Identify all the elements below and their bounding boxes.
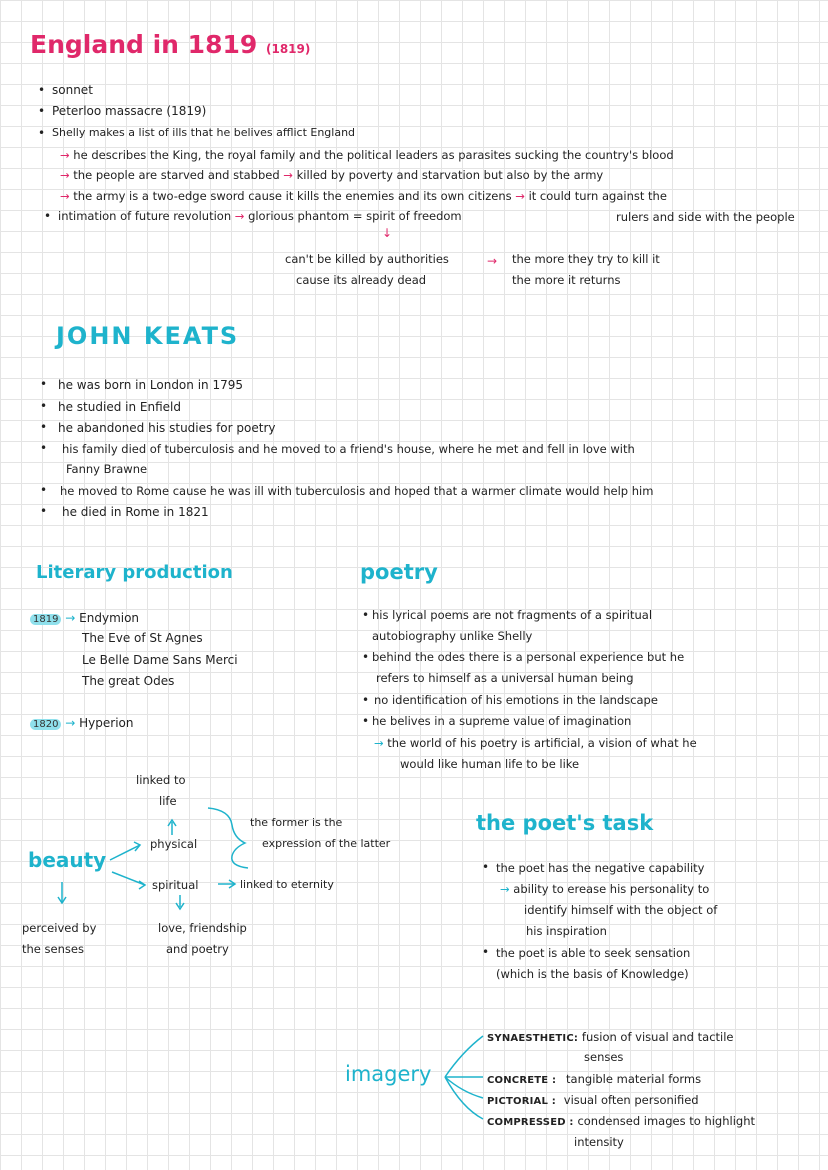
arrow-right-icon: →	[500, 882, 514, 896]
england-bullet-3: Shelly makes a list of ills that he belives afflict England	[52, 126, 356, 139]
section-title-keats: JOHN KEATS	[56, 322, 240, 350]
imagery-branch-4	[445, 1077, 483, 1119]
england-subpoint-1: → he describes the King, the royal family and the political leaders as parasites sucking the country's blood	[60, 148, 674, 162]
imagery-item-cont: intensity	[574, 1135, 624, 1149]
section-title-england: England in 1819 (1819)	[30, 30, 311, 59]
poetry-line-6: he belives in a supreme value of imagination	[372, 714, 632, 728]
imagery-item-compressed: COMPRESSED : condensed images to highlight	[487, 1114, 756, 1128]
bullet-dot: •	[40, 441, 48, 455]
senses-2: the senses	[22, 942, 84, 956]
keats-bullet-4: his family died of tuberculosis and he moved to a friend's house, where he met and fell in love with	[62, 442, 635, 456]
section-title-literary: Literary production	[36, 562, 233, 583]
poetry-line-4: refers to himself as a universal human being	[376, 671, 634, 685]
arrow-right-icon: →	[60, 168, 74, 182]
arrow-right-icon: →	[234, 209, 249, 223]
year-badge-1819: 1819	[30, 614, 61, 625]
task-line-1: the poet has the negative capability	[496, 861, 705, 875]
bullet-dot: •	[482, 860, 490, 874]
england-subpoint-3-cont: rulers and side with the people	[616, 210, 795, 224]
more-they-try: the more they try to kill it	[512, 252, 660, 266]
arrow-right-icon: →	[60, 189, 74, 203]
imagery-item-concrete: CONCRETE : tangible material forms	[487, 1072, 702, 1086]
work-title: Endymion	[79, 611, 140, 625]
work-title: The Eve of St Agnes	[82, 631, 203, 645]
linked-life-1: linked to	[136, 773, 186, 787]
bullet-dot: •	[40, 377, 48, 391]
brace	[208, 808, 248, 868]
keats-bullet-6: he died in Rome in 1821	[62, 505, 209, 519]
former-latter-2: expression of the latter	[262, 837, 391, 850]
section-title-poetry: poetry	[360, 560, 438, 584]
bullet-dot: •	[38, 126, 46, 140]
section-title-imagery: imagery	[345, 1062, 432, 1086]
bullet-dot: •	[362, 714, 370, 728]
imagery-branch-1	[445, 1036, 483, 1077]
keats-bullet-3: he abandoned his studies for poetry	[58, 421, 276, 435]
bullet-dot: •	[362, 650, 370, 664]
task-line-2: → ability to erease his personality to	[500, 882, 710, 896]
task-line-5: the poet is able to seek sensation	[496, 946, 691, 960]
bullet-dot: •	[40, 420, 48, 434]
bullet-dot: •	[482, 945, 490, 959]
imagery-item-pictorial: PICTORIAL : visual often personified	[487, 1093, 699, 1107]
poetry-line-1: his lyrical poems are not fragments of a spiritual	[372, 608, 653, 622]
revolution-line: intimation of future revolution → glorious phantom = spirit of freedom	[58, 209, 462, 223]
keats-bullet-5: he moved to Rome cause he was ill with tuberculosis and hoped that a warmer climate would help him	[60, 484, 654, 498]
section-title-task: the poet's task	[476, 811, 654, 835]
arrow-right-icon: →	[65, 716, 80, 730]
bullet-dot: •	[40, 504, 48, 518]
work-title: Le Belle Dame Sans Merci	[82, 653, 238, 667]
imagery-item-synaesthetic: SYNAESTHETIC: fusion of visual and tactile	[487, 1030, 734, 1044]
former-latter-1: the former is the	[250, 816, 343, 829]
bullet-dot: •	[40, 399, 48, 413]
year-badge-1820: 1820	[30, 719, 61, 730]
england-subpoint-2: → the people are starved and stabbed → killed by poverty and starvation but also by the army	[60, 168, 604, 182]
love-1: love, friendship	[158, 921, 247, 935]
bullet-dot: •	[362, 693, 370, 707]
poetry-line-7: → the world of his poetry is artificial, a vision of what he	[374, 736, 697, 750]
task-line-4: his inspiration	[526, 924, 607, 938]
poetry-line-5: no identification of his emotions in the landscape	[374, 693, 658, 707]
poetry-line-3: behind the odes there is a personal experience but he	[372, 650, 685, 664]
bullet-dot: •	[38, 83, 46, 97]
bullet-dot: •	[44, 209, 52, 223]
cant-killed-2: cause its already dead	[296, 273, 427, 287]
keats-bullet-4-cont: Fanny Brawne	[66, 462, 148, 476]
cant-killed-1: can't be killed by authorities	[285, 252, 449, 266]
more-it-returns: the more it returns	[512, 273, 621, 287]
arrowhead	[139, 881, 145, 889]
england-bullet-1: sonnet	[52, 83, 93, 97]
linked-life-2: life	[159, 794, 177, 808]
arrow-right-icon: →	[487, 254, 498, 268]
arrow-right-icon: →	[283, 168, 297, 182]
keats-bullet-1: he was born in London in 1795	[58, 378, 243, 392]
arrow-to-spiritual	[112, 872, 145, 885]
keats-bullet-2: he studied in Enfield	[58, 400, 181, 414]
arrow-right-icon: →	[374, 736, 388, 750]
bullet-dot: •	[362, 608, 370, 622]
poetry-line-2: autobiography unlike Shelly	[372, 629, 533, 643]
poetry-line-8: would like human life to be like	[400, 757, 580, 771]
eternity-label: linked to eternity	[240, 878, 334, 891]
arrow-right-icon: →	[515, 189, 529, 203]
task-line-3: identify himself with the object of	[524, 903, 718, 917]
spiritual-label: spiritual	[152, 878, 199, 892]
love-2: and poetry	[166, 942, 229, 956]
arrow-down-icon: ↓	[382, 226, 393, 240]
beauty-title: beauty	[28, 848, 107, 872]
work-title: Hyperion	[79, 716, 134, 730]
england-bullet-2: Peterloo massacre (1819)	[52, 104, 207, 118]
physical-label: physical	[150, 837, 198, 851]
title-year-note: (1819)	[265, 42, 311, 56]
senses-1: perceived by	[22, 921, 97, 935]
bullet-dot: •	[40, 483, 48, 497]
bullet-dot: •	[38, 104, 46, 118]
task-line-6: (which is the basis of Knowledge)	[496, 967, 689, 981]
arrow-right-icon: →	[65, 611, 80, 625]
england-subpoint-3: → the army is a two-edge sword cause it kills the enemies and its own citizens → it could turn against the	[60, 189, 667, 203]
arrow-right-icon: →	[60, 148, 74, 162]
imagery-item-cont: senses	[584, 1050, 624, 1064]
arrow-to-physical	[110, 845, 140, 860]
work-title: The great Odes	[82, 674, 175, 688]
